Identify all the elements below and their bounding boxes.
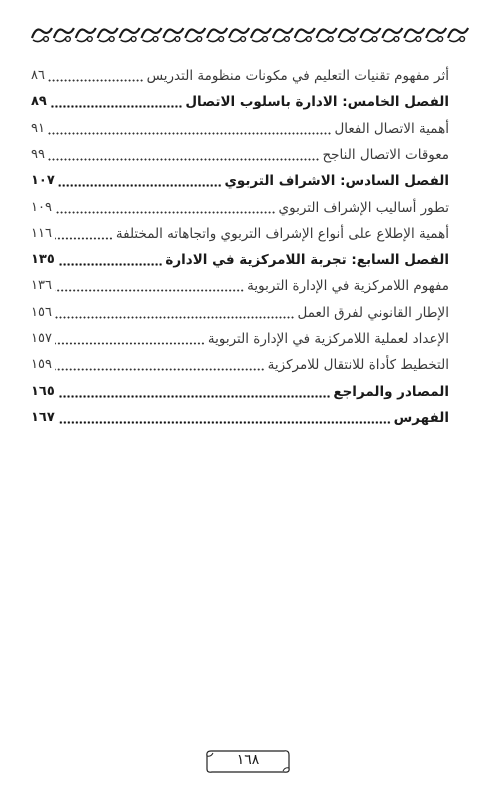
toc-chapter-entry: [31, 247, 449, 269]
toc-entry-title: التخطيط كأداة للانتقال للامركزية: [267, 357, 449, 373]
ornament-link: [295, 28, 315, 42]
toc-section-entry: [31, 142, 449, 164]
dot-leader: [55, 357, 265, 371]
toc-entry-title: معوقات الاتصال الناجح: [322, 147, 449, 163]
toc-section-entry: [31, 63, 449, 85]
ornament-link: [142, 28, 162, 42]
page-number-frame: [205, 747, 291, 775]
toc-chapter-entry: [31, 89, 449, 111]
ornament-link: [229, 28, 249, 42]
ornament-link: [382, 28, 402, 42]
toc-section-entry: [31, 221, 449, 243]
toc-section-entry: [31, 116, 449, 138]
toc-entry-page: ٩١: [31, 121, 45, 136]
dot-leader: [55, 305, 295, 319]
dot-leader: [55, 278, 244, 292]
toc-entry-title: المصادر والمراجع: [333, 384, 449, 400]
toc-entry-page: ١٦٧: [31, 410, 55, 425]
ornament-link: [339, 28, 359, 42]
toc-chapter-entry: [31, 405, 449, 427]
toc-entry-page: ٩٩: [31, 147, 45, 162]
ornament-link: [98, 28, 118, 42]
ornament-link: [76, 28, 96, 42]
ornament-link: [317, 28, 337, 42]
toc-entry-page: ١٥٦: [31, 305, 52, 320]
toc-entry-page: ١٥٧: [31, 331, 52, 346]
dot-leader: [58, 173, 222, 187]
dot-leader: [55, 200, 276, 214]
toc-entry-page: ١١٦: [31, 226, 52, 241]
dot-leader: [58, 410, 391, 424]
ornament-link: [54, 28, 74, 42]
page-number: ١٦٨: [236, 752, 260, 768]
toc-entry-page: ١٠٧: [31, 173, 55, 188]
toc-section-entry: [31, 352, 449, 374]
toc-entry-page: ١٠٩: [31, 200, 52, 215]
ornament-link: [185, 28, 205, 42]
dot-leader: [58, 252, 163, 266]
toc-chapter-entry: [31, 379, 449, 401]
ornament-link: [251, 28, 271, 42]
toc-entry-page: ٨٩: [31, 94, 47, 109]
toc-entry-title: الفصل الخامس: الادارة باسلوب الاتصال: [185, 94, 449, 110]
toc-entry-page: ١٥٩: [31, 357, 52, 372]
ornament-link: [273, 28, 293, 42]
toc-entry-title: تطور أساليب الإشراف التربوي: [278, 200, 449, 216]
ornament-link: [207, 28, 227, 42]
toc-section-entry: [31, 273, 449, 295]
toc-entry-title: الإطار القانوني لفرق العمل: [297, 305, 449, 321]
toc-entry-title: الفصل السابع: تجربة اللامركزية في الادارة: [165, 252, 449, 268]
toc-entry-title: أهمية الاتصال الفعال: [334, 121, 449, 137]
ornament-link: [426, 28, 446, 42]
toc-entry-page: ١٣٥: [31, 252, 55, 267]
toc-entry-page: ١٦٥: [31, 384, 55, 399]
dot-leader: [48, 121, 331, 135]
toc-chapter-entry: [31, 168, 449, 190]
dot-leader: [48, 147, 320, 161]
toc-entry-title: الإعداد لعملية اللامركزية في الإدارة التربوية: [207, 331, 449, 347]
ornament-link: [120, 28, 140, 42]
ornament-graphic: [31, 22, 469, 46]
toc-section-entry: [31, 326, 449, 348]
toc-entry-title: الفصل السادس: الاشراف التربوي: [224, 173, 449, 189]
dot-leader: [48, 68, 144, 82]
toc-section-entry: [31, 195, 449, 217]
dot-leader: [55, 226, 113, 240]
toc-entry-title: مفهوم اللامركزية في الإدارة التربوية: [247, 278, 449, 294]
ornament-link: [361, 28, 381, 42]
toc-entry-title: أثر مفهوم تقنيات التعليم في مكونات منظومة التدريس: [146, 68, 449, 84]
dot-leader: [50, 94, 182, 108]
dot-leader: [55, 331, 205, 345]
ornament-link: [404, 28, 424, 42]
toc-entry-title: الفهرس: [393, 410, 449, 426]
ornament-link: [163, 28, 183, 42]
toc-entry-page: ١٣٦: [31, 278, 52, 293]
chain-border-ornament: [31, 22, 469, 46]
toc-section-entry: [31, 300, 449, 322]
ornament-link: [32, 28, 52, 42]
toc-entry-page: ٨٦: [31, 68, 45, 83]
dot-leader: [58, 384, 331, 398]
toc-entry-title: أهمية الإطلاع على أنواع الإشراف التربوي واتجاهاته المختلفة: [115, 226, 449, 242]
ornament-link: [448, 28, 468, 42]
